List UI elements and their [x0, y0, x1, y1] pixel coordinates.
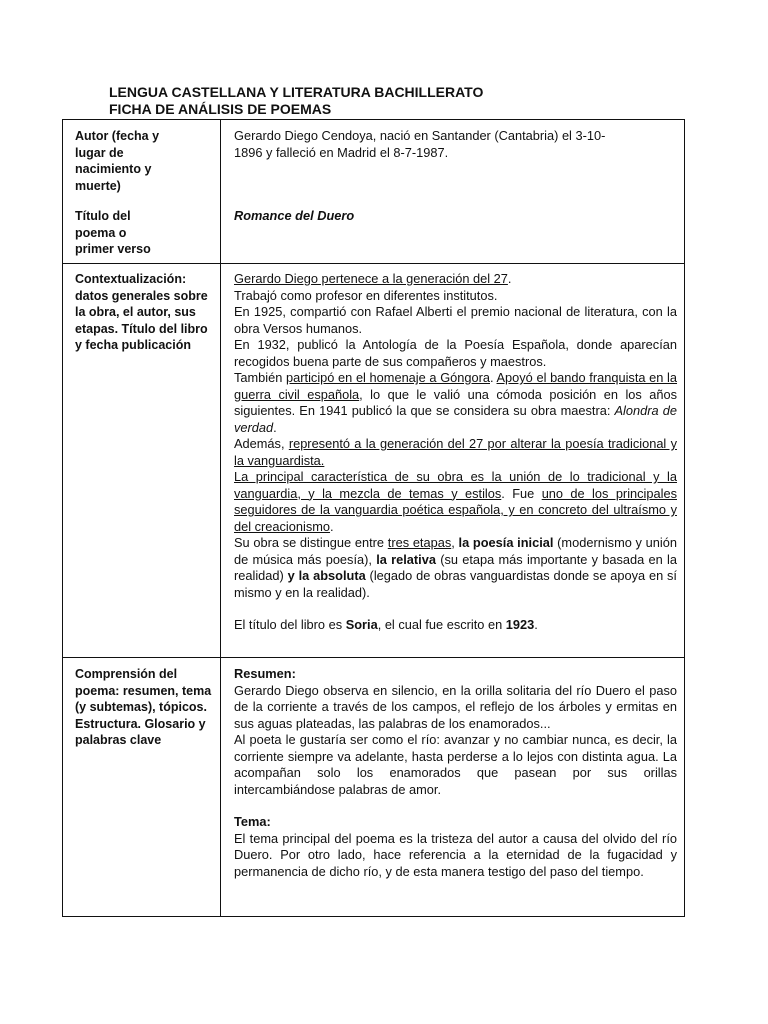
column-divider: [220, 120, 221, 916]
row-divider-2: [63, 657, 684, 658]
header-subject: LENGUA CASTELLANA Y LITERATURA BACHILLERATO: [109, 84, 484, 100]
context-paragraph-4: En 1932, publicó la Antología de la Poesía Española, donde aparecían recogidos buena parte de sus compañeros y maestros.: [234, 337, 677, 369]
poem-title: Romance del Duero: [234, 208, 355, 223]
label-comprension: Comprensión del poema: resumen, tema (y subtemas), tópicos. Estructura. Glosario y palabras clave: [75, 667, 212, 747]
resumen-paragraph-2: Al poeta le gustaría ser como el río: avanzar y no cambiar nunca, es decir, la corriente siempre va adelante, hasta perderse a lo lejos con distinta agua. La acompañan solo los enamorados que pasean por sus orillas intercambiándose palabras de amor.: [234, 732, 677, 797]
label-titulo: Título del poema o primer verso: [75, 209, 151, 256]
tema-heading: Tema:: [234, 814, 271, 829]
context-paragraph-8: Su obra se distingue entre tres etapas, la poesía inicial (modernismo y unión de música más poesía), la relativa (su etapa más importante y basada en la realidad) y la absoluta (legado de obras vanguardistas donde se apoya en sí mismo y en la realidad).: [234, 535, 677, 600]
row-divider-1: [63, 263, 684, 264]
resumen-heading: Resumen:: [234, 666, 296, 681]
contextualizacion-text: [234, 271, 677, 634]
context-paragraph-2: Trabajó como profesor en diferentes institutos.: [234, 287, 498, 303]
context-paragraph-3: En 1925, compartió con Rafael Alberti el premio nacional de literatura, con la obra Versos humanos.: [234, 304, 677, 336]
resumen-paragraph-1: Gerardo Diego observa en silencio, en la orilla solitaria del río Duero el paso de la corriente a través de los campos, el reflejo de los árboles y ermitas en sus aguas plateadas, las palabras de los enamorados...: [234, 682, 677, 731]
analysis-table: [62, 119, 685, 917]
tema-paragraph: El tema principal del poema es la tristeza del autor a causa del olvido del río Duero. Por otro lado, hace referencia a la eternidad de la fugacidad y permanencia de dicho río, y de esta manera testigo del paso del tiempo.: [234, 830, 677, 879]
document-header: [109, 84, 483, 118]
header-title: FICHA DE ANÁLISIS DE POEMAS: [109, 101, 332, 117]
comprension-text: [234, 666, 677, 880]
context-paragraph-9: El título del libro es Soria, el cual fue escrito en 1923.: [234, 617, 538, 632]
context-paragraph-6: Además, representó a la generación del 27 por alterar la poesía tradicional y la vanguardista.: [234, 436, 677, 468]
label-autor: Autor (fecha y lugar de nacimiento y muerte): [75, 129, 160, 193]
label-contextualizacion: Contextualización: datos generales sobre la obra, el autor, sus etapas. Título del libro y fecha publicación: [75, 272, 208, 352]
context-paragraph-1: Gerardo Diego pertenece a la generación del 27.: [234, 271, 512, 286]
context-paragraph-7: La principal característica de su obra es la unión de lo tradicional y la vanguardia, y la mezcla de temas y estilos. Fue uno de los principales seguidores de la vanguardia poética española, y en concreto del ultraísmo y del creacionismo.: [234, 469, 677, 534]
autor-text: Gerardo Diego Cendoya, nació en Santander (Cantabria) el 3-10-1896 y falleció en Madrid el 8-7-1987.: [234, 128, 606, 160]
context-paragraph-5: También participó en el homenaje a Góngora. Apoyó el bando franquista en la guerra civil española, lo que le valió una cómoda posición en los años siguientes. En 1941 publicó la que se considera su obra maestra: Alondra de verdad.: [234, 370, 678, 435]
